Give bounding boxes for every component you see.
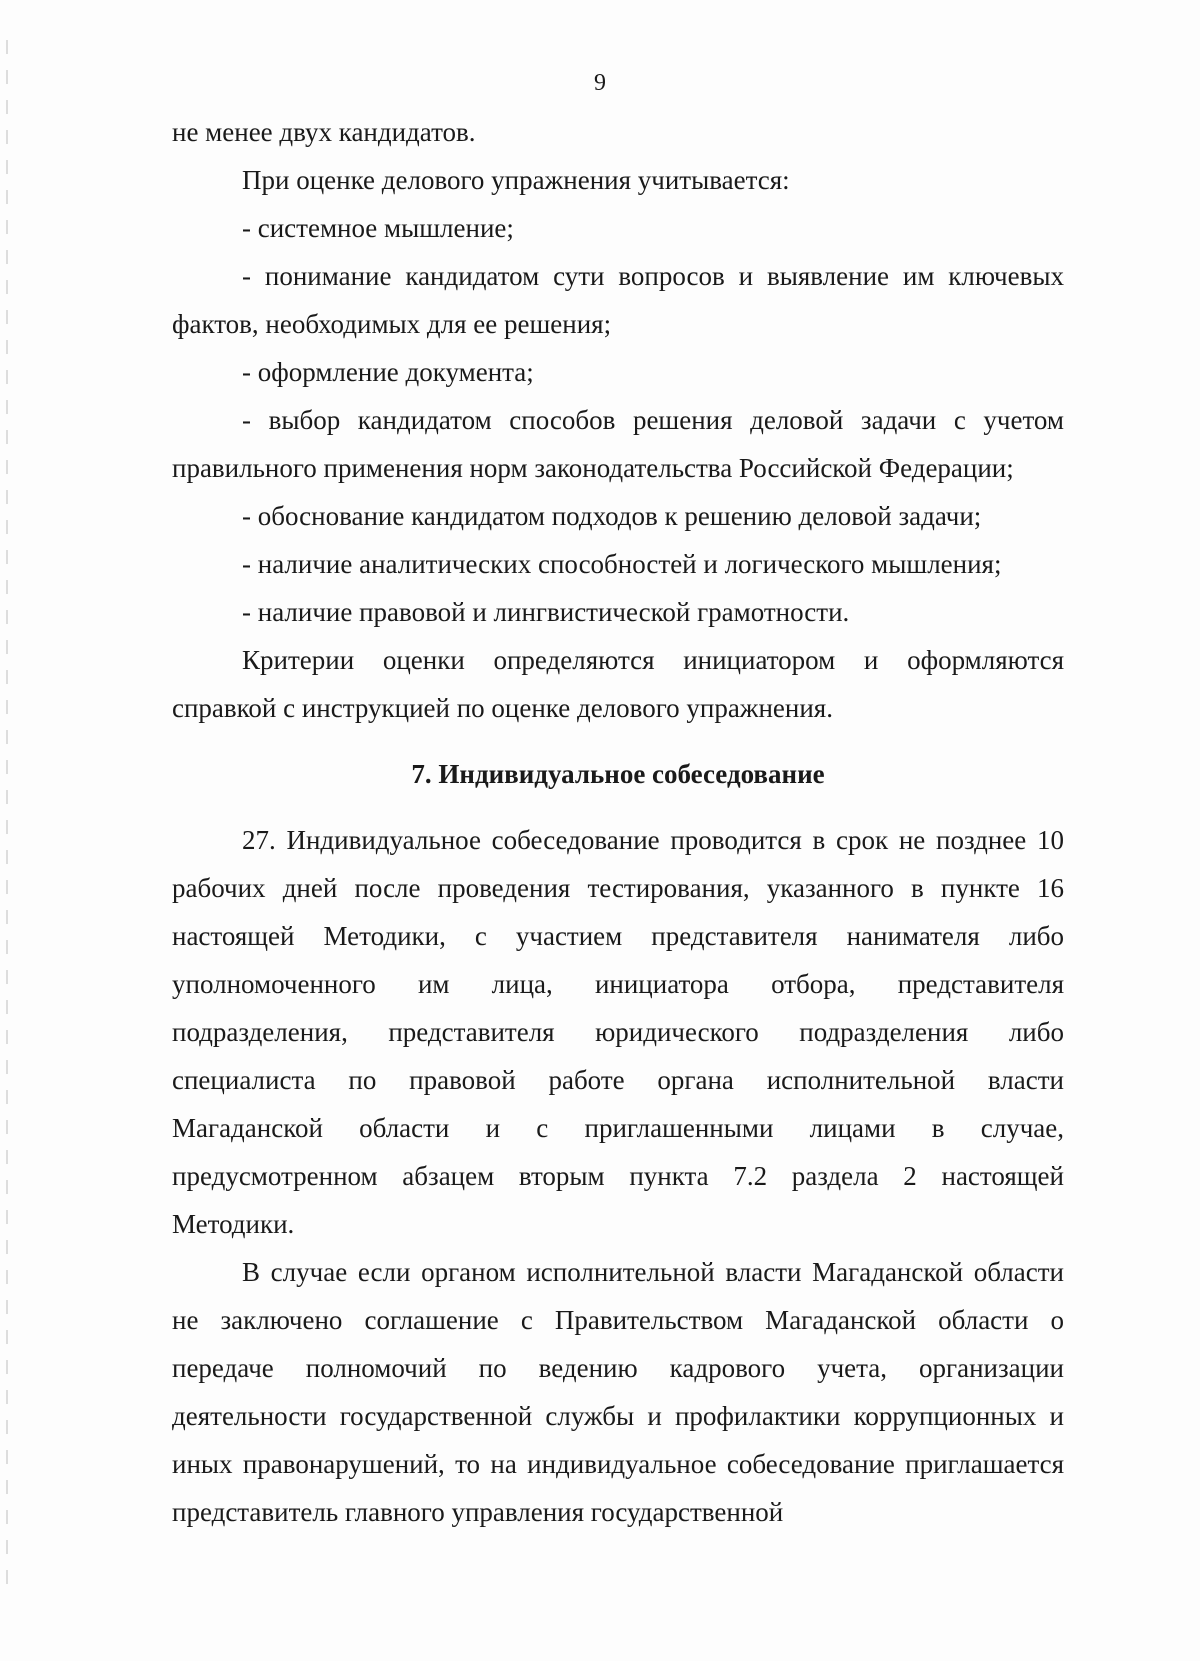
section-paragraph: В случае если органом исполнительной власти Магаданской области не заключено соглашение с Правительством Магаданской области о передаче полномочий по ведению кадрового учета, организации деятельности государственной службы и профилактики коррупционных и иных правонарушений, то на индивидуальное собеседование приглашается представитель главного управления государственной <box>172 1257 1064 1527</box>
criteria-item: - выбор кандидатом способов решения деловой задачи с учетом правильного применения норм законодательства Российской Федерации; <box>172 405 1064 483</box>
section-heading: 7. Индивидуальное собеседование <box>411 759 825 789</box>
continuation-line: не менее двух кандидатов. <box>172 117 476 147</box>
criteria-lead: При оценке делового упражнения учитывается: <box>242 165 790 195</box>
document-body <box>172 108 1064 1536</box>
criteria-item: - обоснование кандидатом подходов к решению деловой задачи; <box>242 501 982 531</box>
section-paragraph: 27. Индивидуальное собеседование проводится в срок не позднее 10 рабочих дней после проведения тестирования, указанного в пункте 16 настоящей Методики, с участием представителя нанимателя либо уполномоченного им лица, инициатора отбора, представителя подразделения, представителя юридического подразделения либо специалиста по правовой работе органа исполнительной власти Магаданской области и с приглашенными лицами в случае, предусмотренном абзацем вторым пункта 7.2 раздела 2 настоящей Методики. <box>172 825 1064 1239</box>
page-number: 9 <box>594 70 606 96</box>
criteria-item: - оформление документа; <box>242 357 534 387</box>
criteria-item: - наличие правовой и лингвистической грамотности. <box>242 597 850 627</box>
scan-edge-marks <box>6 40 8 1600</box>
criteria-item: - системное мышление; <box>242 213 514 243</box>
criteria-closing-paragraph: Критерии оценки определяются инициатором и оформляются справкой с инструкцией по оценке делового упражнения. <box>172 645 1064 723</box>
criteria-item: - наличие аналитических способностей и логического мышления; <box>242 549 1002 579</box>
criteria-item: - понимание кандидатом сути вопросов и выявление им ключевых фактов, необходимых для ее решения; <box>172 261 1064 339</box>
